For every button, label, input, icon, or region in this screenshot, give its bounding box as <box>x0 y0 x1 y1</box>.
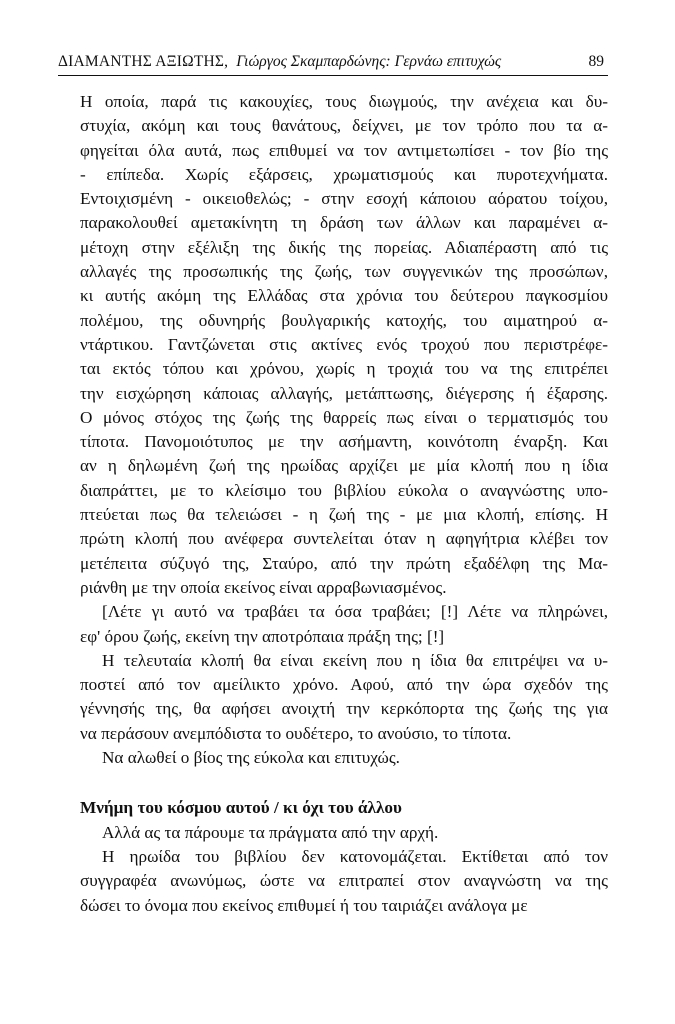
page-number: 89 <box>588 53 604 70</box>
text-line: δώσει το όνομα που εκείνος επιθυμεί ή του ταιριάζει ανάλογα με <box>80 895 528 915</box>
running-header <box>58 52 608 76</box>
page-body <box>80 90 608 918</box>
text-line: Η ηρωίδα του βιβλίου δεν κατονομάζεται. Εκτίθεται από τον <box>102 846 608 866</box>
text-line: παρακολουθεί αμετακίνητη τη δράση των άλλων και παραμένει α- <box>80 213 608 233</box>
text-line: εφ' όρου ζωής, εκείνη την αποτρόπαια πράξη της; [!] <box>80 626 445 646</box>
text-line: πρώτη κλοπή που ανέφερα συντελείται όταν η αφηγήτρια κλέβει τον <box>80 529 608 549</box>
text-line: ποστεί από τον αμείλικτο χρόνο. Αφού, από την ώρα σχεδόν της <box>80 675 608 695</box>
text-line: - επίπεδα. Χωρίς εξάρσεις, χρωματισμούς και πυροτεχνήματα. <box>80 164 608 184</box>
paragraph <box>80 845 608 918</box>
text-line: στυχία, ακόμη και τους θανάτους, δείχνει, με τον τρόπο που τα α- <box>80 116 608 136</box>
text-line: μετέπειτα σύζυγό της, Σταύρο, από την πρώτη εξαδέλφη της Μα- <box>80 553 608 573</box>
header-title: Γιώργος Σκαμπαρδώνης: Γερνάω επιτυχώς <box>236 53 502 70</box>
text-line: αν η δηλωμένη ζωή της ηρωίδας αρχίζει με μία κλοπή που η ίδια <box>80 456 608 476</box>
text-line: διαπράττει, με το κλείσιμο του βιβλίου εύκολα ο αναγνώστης υπο- <box>80 480 608 500</box>
text-line: Εντοιχισμένη - οικειοθελώς; - στην εσοχή κάποιου αόρατου τοίχου, <box>80 189 608 209</box>
header-author: ΔΙΑΜΑΝΤΗΣ ΑΞΙΩΤΗΣ, <box>58 53 229 70</box>
text-line: γέννησής της, θα αφήσει ανοιχτή την κερκόπορτα της ζωής της για <box>80 699 608 719</box>
text-line: πολέμου, της οδυνηρής βουλγαρικής κατοχής, του αιματηρού α- <box>80 310 608 330</box>
text-line: κι αυτής ακόμη της Ελλάδας στα χρόνια του δεύτερου παγκοσμίου <box>80 286 608 306</box>
text-line: τίποτα. Πανομοιότυπος με την ασήμαντη, κοινότοπη έναρξη. Και <box>80 432 608 452</box>
paragraph <box>80 600 608 649</box>
text-line: συγγραφέα ανωνύμως, ώστε να επιτραπεί στον αναγνώστη να της <box>80 871 608 891</box>
text-line: φηγείται όλα αυτά, πως επιθυμεί να τον αντιμετωπίσει - τον βίο της <box>80 140 608 160</box>
text-line: μέτοχη στην εξέλιξη της δικής της πορείας. Αδιαπέραστη από τις <box>80 237 608 257</box>
text-line: Να αλωθεί ο βίος της εύκολα και επιτυχώς. <box>102 748 400 768</box>
text-line: [Λέτε γι αυτό να τραβάει τα όσα τραβάει; [!] Λέτε να πληρώνει, <box>102 602 608 622</box>
text-line: ται εκτός τόπου και χρόνου, χωρίς η τροχιά του να της επιτρέπει <box>80 359 608 379</box>
paragraph <box>80 746 608 770</box>
text-line: Ο μόνος στόχος της ζωής της θαρρείς πως είναι ο τερματισμός του <box>80 407 608 427</box>
text-line: πτεύεται πως θα τελειώσει - η ζωή της - με μια κλοπή, επίσης. Η <box>80 505 608 525</box>
text-line: να περάσουν ανεμπόδιστα το ουδέτερο, το ανούσιο, το τίποτα. <box>80 723 512 743</box>
text-line: την εισχώρηση κάποιας αλλαγής, μετάπτωσης, διέγερσης ή έξαρσης. <box>80 383 608 403</box>
section-heading: Μνήμη του κόσμου αυτού / κι όχι του άλλου <box>80 798 402 818</box>
text-line: αλλαγές της προσωπικής της ζωής, των συγγενικών της προσώπων, <box>80 262 608 282</box>
paragraph <box>80 649 608 746</box>
text-line: Η οποία, παρά τις κακουχίες, τους διωγμούς, την ανέχεια και δυ- <box>80 92 608 111</box>
paragraph <box>80 821 608 845</box>
text-line: Αλλά ας τα πάρουμε τα πράγματα από την αρχή. <box>102 822 439 842</box>
text-line: ντάρτικου. Γαντζώνεται στις ακτίνες ενός τροχού που περιστρέφε- <box>80 334 608 354</box>
paragraph <box>80 90 608 600</box>
text-line: Η τελευταία κλοπή θα είναι εκείνη που η ίδια θα επιτρέψει να υ- <box>102 650 608 670</box>
text-line: ριάνθη με την οποία εκείνος είναι αρραβωνιασμένος. <box>80 577 447 597</box>
